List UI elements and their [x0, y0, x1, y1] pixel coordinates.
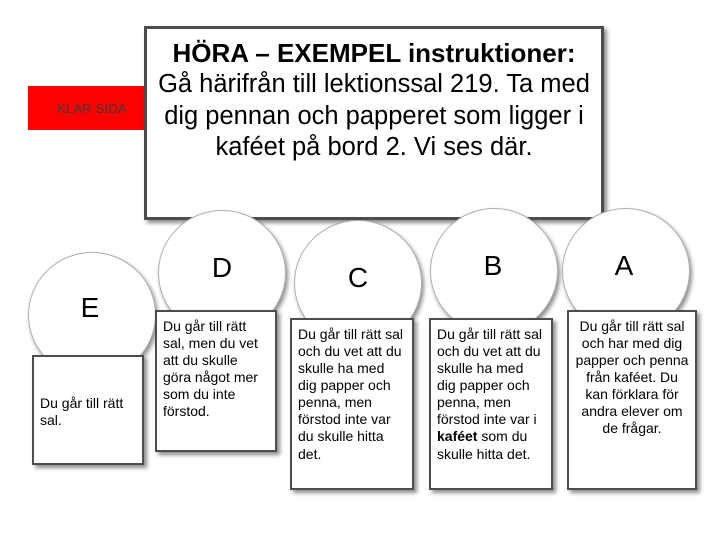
grade-card-b-text-after: som du skulle hitta det.	[437, 428, 531, 462]
instructions-body: Gå härifrån till lektionssal 219. Ta med dig pennan och papperet som ligger i kaféet på bord 2. Vi ses där.	[158, 70, 590, 162]
grade-card-e-text: Du går till rätt sal.	[40, 395, 124, 429]
grade-card-c	[290, 318, 414, 490]
grade-card-d	[155, 310, 277, 452]
grade-card-a-text: Du går till rätt sal och har med dig papper och penna från kaféet. Du kan förklara för andra elever om de frågar.	[575, 318, 689, 437]
grade-card-e	[32, 355, 144, 465]
grade-letter-c: C	[347, 262, 369, 293]
grade-card-d-text: Du går till rätt sal, men du vet att du skulle göra något mer som du inte förstod.	[163, 318, 258, 420]
grade-letter-a: A	[614, 250, 634, 281]
grade-card-b	[429, 318, 553, 490]
grade-letter-d: D	[211, 252, 233, 283]
grade-letter-b: B	[483, 250, 503, 281]
grade-card-b-text-before: Du går till rätt sal och du vet att du skulle ha med dig papper och penna, men förstod inte var i	[437, 326, 543, 428]
grade-card-b-text-bold: kaféet	[437, 428, 478, 445]
instructions-box	[144, 26, 604, 220]
grade-letter-e: E	[80, 292, 100, 323]
klar-sida-text: KLAR SIDA	[57, 100, 127, 116]
instructions-title: HÖRA – EXEMPEL instruktioner:	[172, 38, 576, 68]
grade-card-c-text: Du går till rätt sal och du vet att du skulle ha med dig papper och penna, men förstod inte var du skulle hitta det.	[298, 326, 404, 462]
klar-sida-label	[28, 86, 156, 130]
grade-card-a	[567, 310, 697, 490]
